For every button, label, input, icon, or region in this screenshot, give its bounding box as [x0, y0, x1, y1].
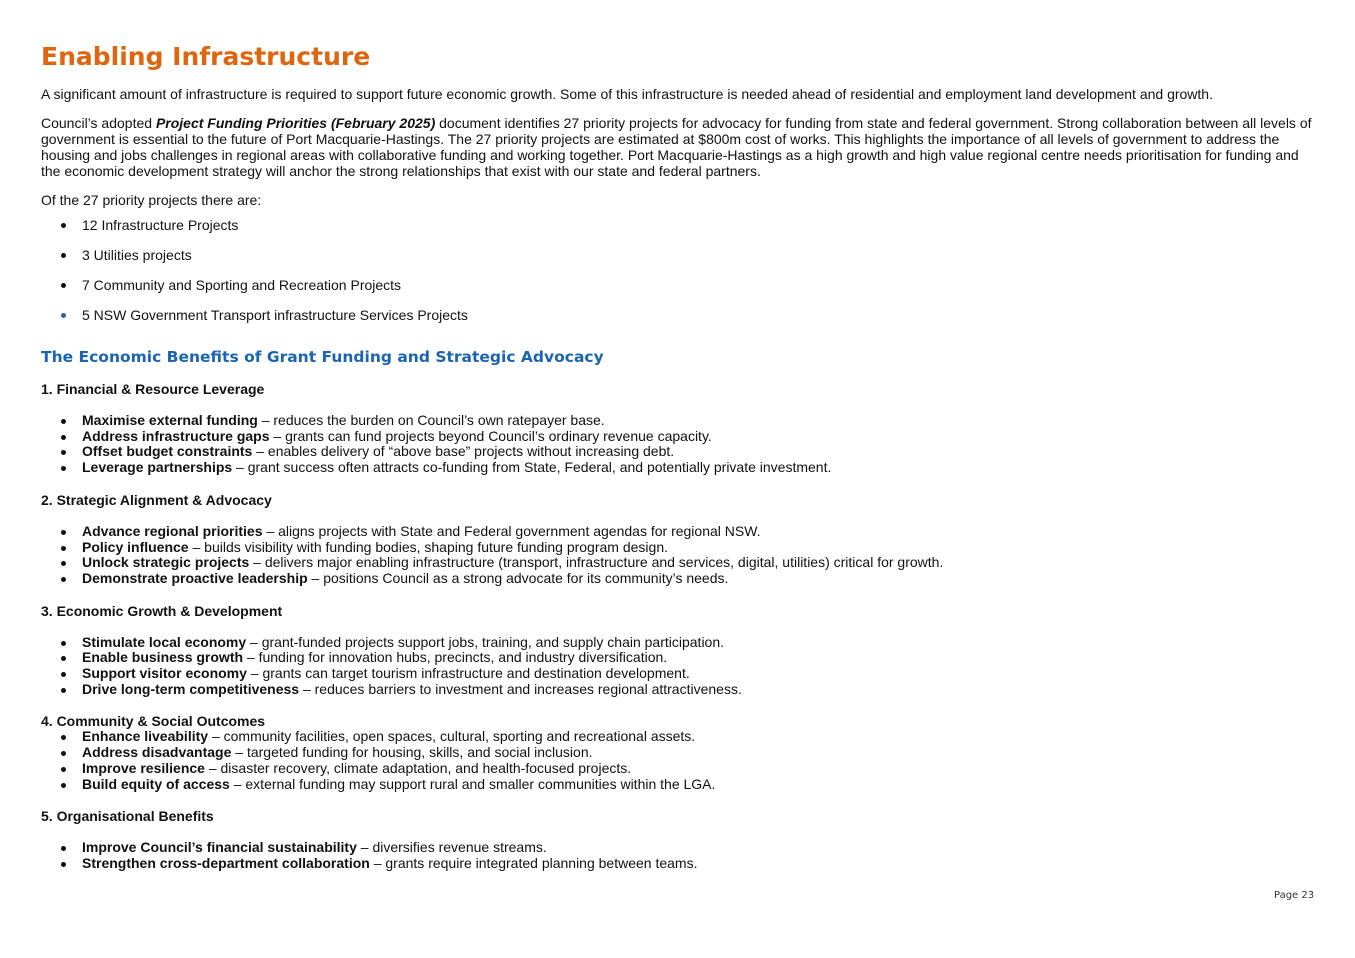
document-title-reference: Project Funding Priorities (February 2025) — [155, 115, 436, 131]
council-paragraph-post: document identifies 27 priority projects for advocacy for funding from state and federal government. Strong collaboration between all levels of government is essential to the future of Port Macquarie-Hastings. The 27 priority projects are estimated at $800m cost of works. This highlights the importance of all levels of government to address the housing and jobs challenges in regional areas with collaborative funding and working together. Port Macquarie-Hastings as a high growth and high value regional centre needs prioritisation for funding and the economic development strategy will anchor the strong relationships that exist with our state and federal partners. — [41, 115, 1312, 179]
bullet-icon — [61, 435, 66, 440]
bullet-icon — [61, 688, 66, 693]
list-item: Advance regional priorities – aligns projects with State and Federal government agendas for regional NSW. — [41, 524, 1316, 540]
page-number: Page 23 — [1274, 890, 1315, 901]
bullet-icon — [61, 450, 66, 455]
list-item: Enable business growth – funding for innovation hubs, precincts, and industry diversification. — [41, 650, 1316, 666]
list-item: 3 Utilities projects — [41, 247, 1316, 277]
list-item: Policy influence – builds visibility with funding bodies, shaping future funding program design. — [41, 540, 1316, 556]
section-heading: 1. Financial & Resource Leverage — [41, 381, 265, 397]
intro-paragraph: A significant amount of infrastructure is required to support future economic growth. Some of this infrastructure is needed ahead of residential and employment land development and growth. — [41, 86, 1213, 102]
list-item: Enhance liveability – community facilities, open spaces, cultural, sporting and recreational assets. — [41, 729, 1316, 745]
list-item: 5 NSW Government Transport infrastructure Services Projects — [41, 307, 1316, 337]
list-item: 12 Infrastructure Projects — [41, 217, 1316, 247]
page-title: Enabling Infrastructure — [41, 42, 371, 71]
priority-list — [41, 217, 1316, 337]
bullet-icon — [61, 253, 66, 258]
council-paragraph-pre: Council’s adopted — [41, 115, 156, 131]
list-item: Address disadvantage – targeted funding for housing, skills, and social inclusion. — [41, 745, 1316, 761]
bullet-icon — [61, 751, 66, 756]
list-item: Demonstrate proactive leadership – positions Council as a strong advocate for its community’s needs. — [41, 571, 1316, 587]
council-paragraph — [41, 115, 1316, 179]
bullet-icon — [61, 419, 66, 424]
section-heading: 3. Economic Growth & Development — [41, 602, 283, 619]
bullet-icon — [61, 530, 66, 535]
bullet-icon — [61, 767, 66, 772]
section-heading: 2. Strategic Alignment & Advocacy — [41, 491, 272, 508]
section-list — [41, 729, 1316, 792]
section-list — [41, 840, 1316, 871]
list-item: Build equity of access – external funding may support rural and smaller communities within the LGA. — [41, 777, 1316, 793]
list-item: Maximise external funding – reduces the burden on Council’s own ratepayer base. — [41, 413, 1316, 429]
list-item: Drive long-term competitiveness – reduces barriers to investment and increases regional attractiveness. — [41, 682, 1316, 698]
bullet-icon — [61, 846, 66, 851]
priority-intro: Of the 27 priority projects there are: — [41, 192, 262, 208]
list-item: 7 Community and Sporting and Recreation Projects — [41, 277, 1316, 307]
bullet-icon — [61, 283, 66, 288]
list-item: Strengthen cross-department collaboration – grants require integrated planning between teams. — [41, 856, 1316, 872]
bullet-icon — [61, 672, 66, 677]
benefits-heading: The Economic Benefits of Grant Funding and Strategic Advocacy — [41, 348, 604, 366]
document-page — [41, 40, 1316, 872]
section-list — [41, 413, 1316, 476]
bullet-icon — [61, 862, 66, 867]
list-item: Improve resilience – disaster recovery, climate adaptation, and health-focused projects. — [41, 761, 1316, 777]
list-item: Unlock strategic projects – delivers major enabling infrastructure (transport, infrastructure and services, digital, utilities) critical for growth. — [41, 555, 1316, 571]
section-heading: 5. Organisational Benefits — [41, 808, 214, 825]
bullet-icon — [61, 783, 66, 788]
list-item: Offset budget constraints – enables delivery of “above base” projects without increasing debt. — [41, 444, 1316, 460]
bullet-icon — [61, 577, 66, 582]
bullet-icon — [61, 735, 66, 740]
list-item: Address infrastructure gaps – grants can fund projects beyond Council’s ordinary revenue capacity. — [41, 429, 1316, 445]
bullet-icon — [61, 641, 66, 646]
list-item: Leverage partnerships – grant success often attracts co-funding from State, Federal, and potentially private investment. — [41, 460, 1316, 476]
bullet-icon — [61, 561, 66, 566]
list-item: Improve Council’s financial sustainability – diversifies revenue streams. — [41, 840, 1316, 856]
bullet-icon — [61, 656, 66, 661]
bullet-icon — [61, 546, 66, 551]
bullet-icon — [61, 313, 66, 318]
section-list — [41, 524, 1316, 587]
bullet-icon — [61, 466, 66, 471]
bullet-icon — [61, 223, 66, 228]
list-item: Stimulate local economy – grant-funded projects support jobs, training, and supply chain participation. — [41, 635, 1316, 651]
section-list — [41, 635, 1316, 698]
list-item: Support visitor economy – grants can target tourism infrastructure and destination development. — [41, 666, 1316, 682]
section-heading: 4. Community & Social Outcomes — [41, 713, 266, 730]
